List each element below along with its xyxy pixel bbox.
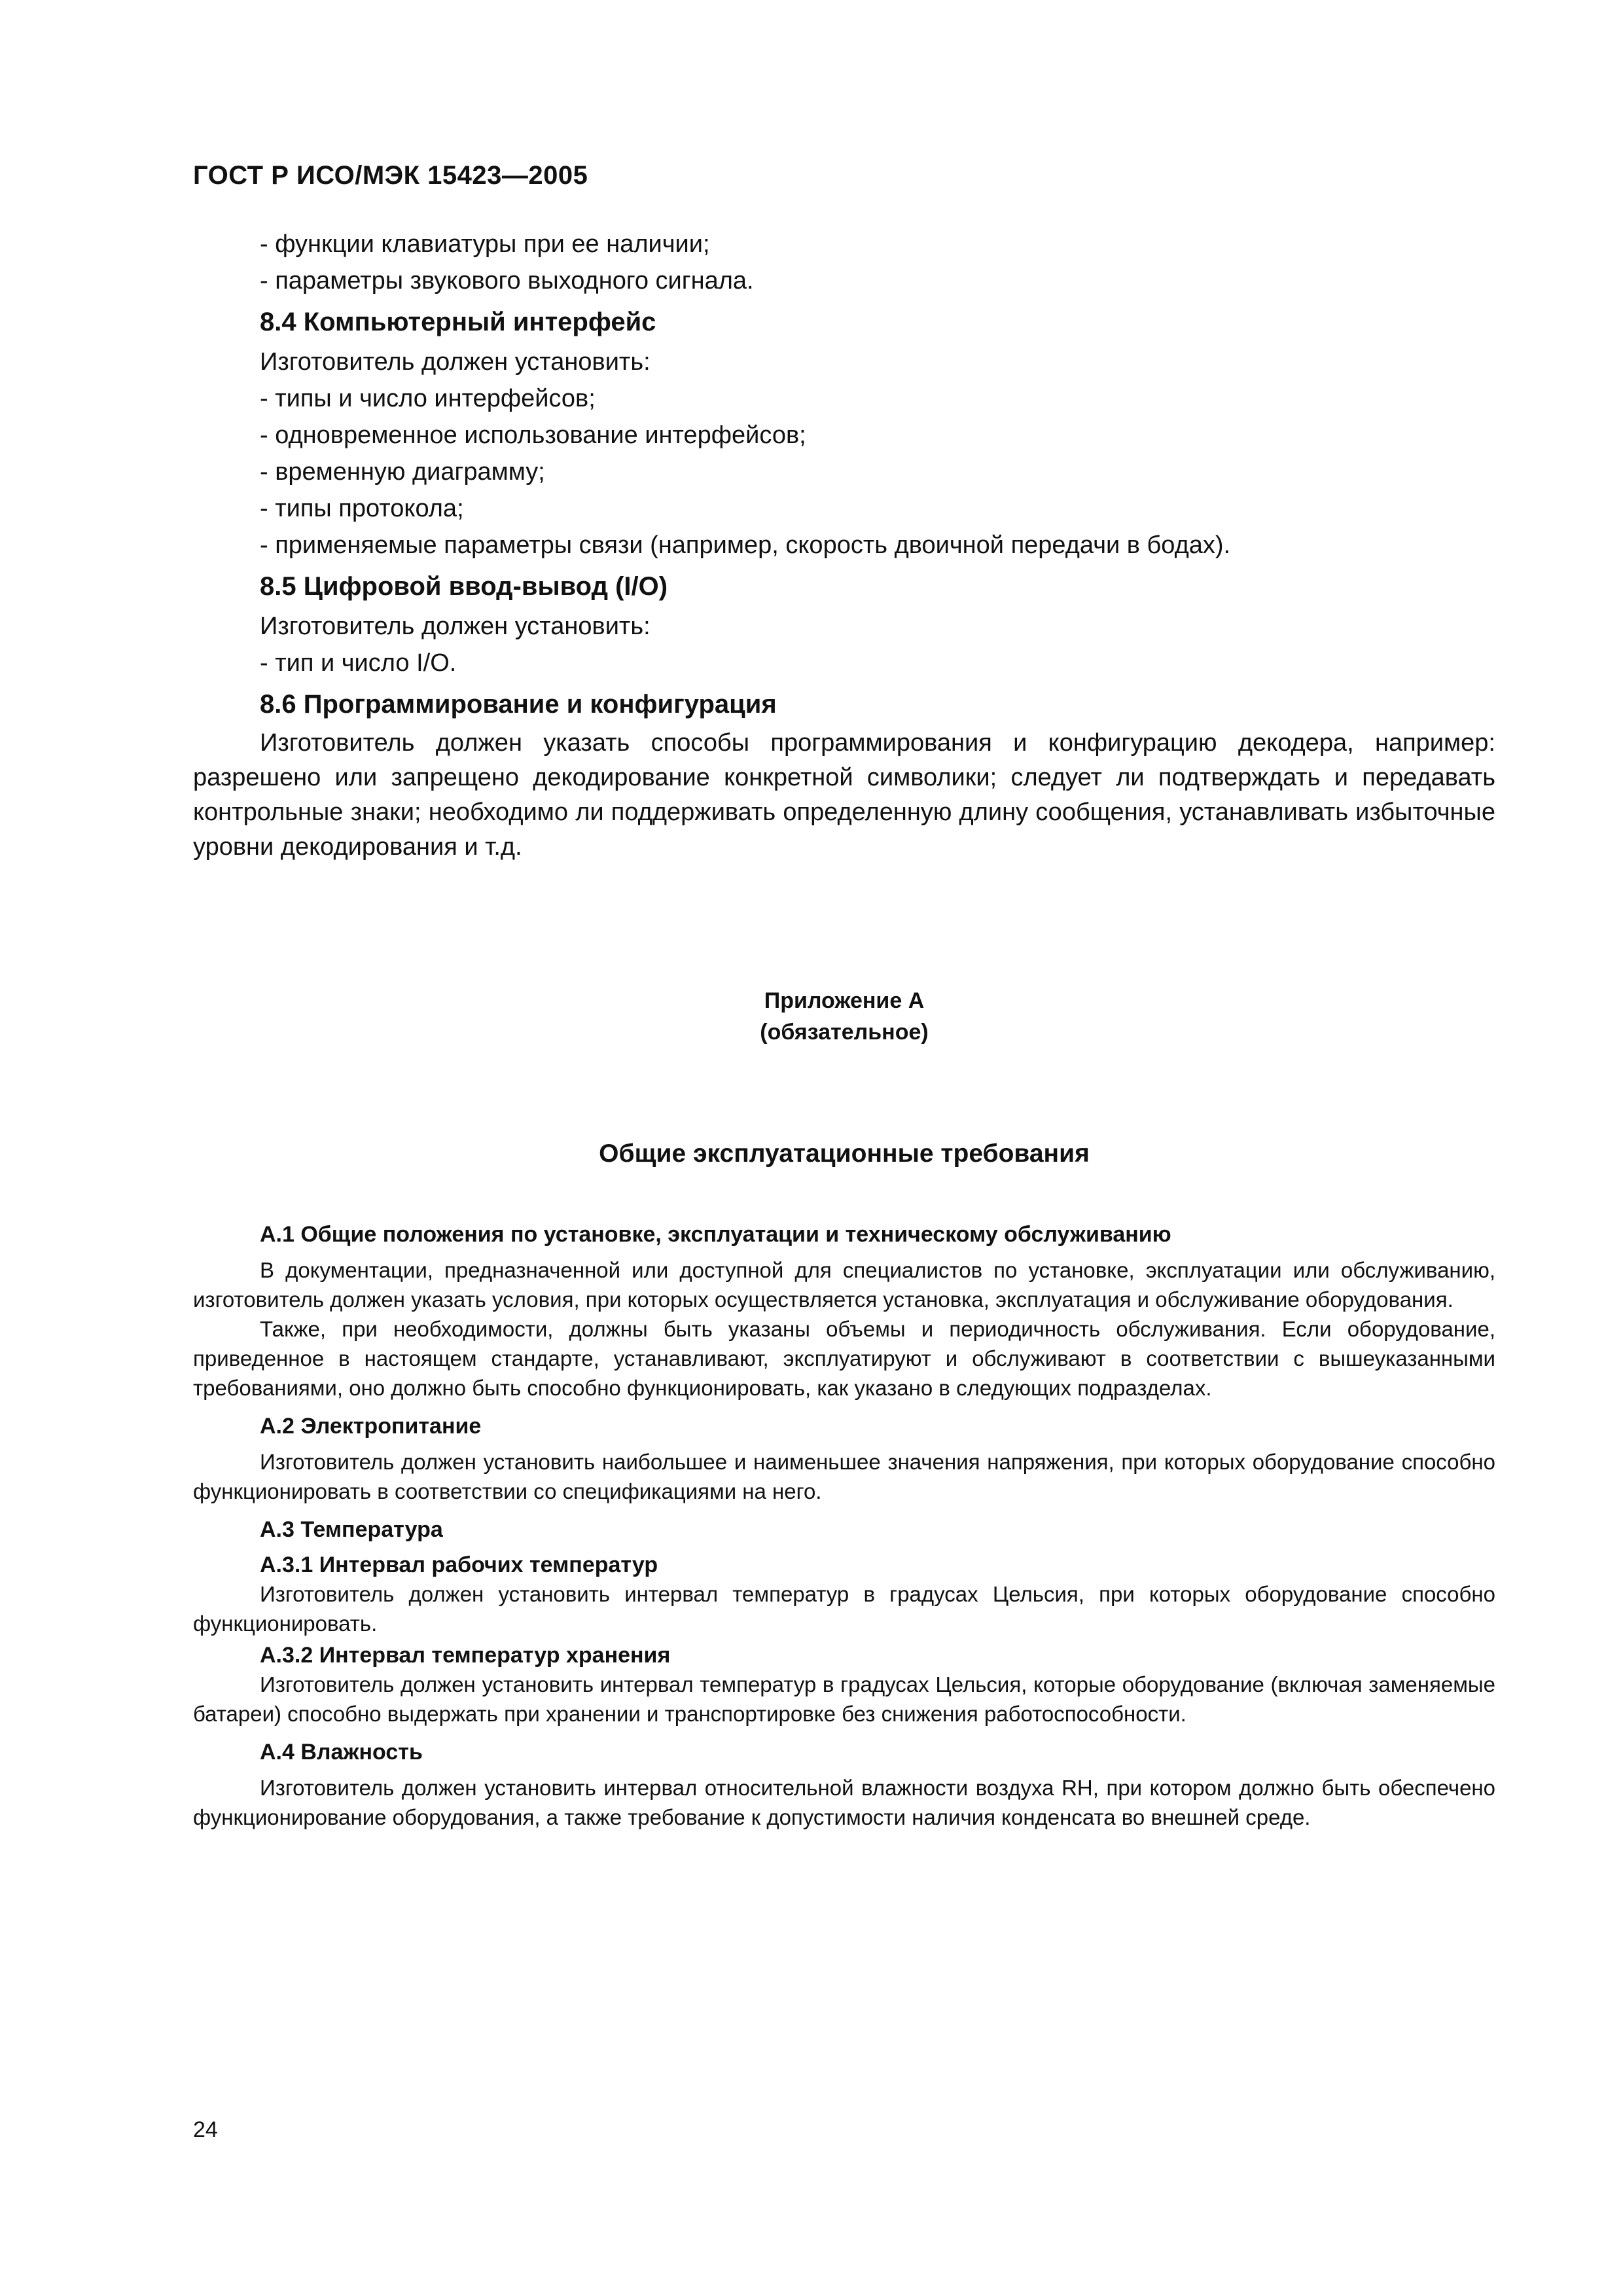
list-item: - временную диаграмму;	[260, 458, 545, 486]
section-8-4-heading: 8.4 Компьютерный интерфейс	[260, 308, 656, 336]
list-item: Изготовитель должен установить:	[260, 348, 651, 376]
section-a1-heading: А.1 Общие положения по установке, эксплуатации и техническому обслуживанию	[260, 1222, 1171, 1247]
list-item: - параметры звукового выходного сигнала.	[260, 267, 754, 295]
section-8-6-text: Изготовитель должен указать способы программирования и конфигурацию декодера, например: разрешено или запрещено декодирование конкретной символики; следует ли подтверждать и передавать контрольные знаки; необходимо ли поддерживать определенную длину сообщения, устанавливать избыточные уровни декодирования и т.д.	[193, 729, 1495, 861]
upper-section	[193, 226, 1495, 865]
section-a3-2-text: Изготовитель должен установить интервал температур в градусах Цельсия, которые оборудование (включая заменяемые батареи) способно выдержать при хранении и транспортировке без снижения работоспособности.	[193, 1672, 1495, 1726]
standard-header: ГОСТ Р ИСО/МЭК 15423—2005	[193, 161, 588, 190]
list-item: - одновременное использование интерфейсов;	[260, 422, 806, 449]
section-a3-1-heading: А.3.1 Интервал рабочих температур	[260, 1552, 658, 1577]
page-number: 24	[193, 2117, 218, 2142]
section-a2-heading: А.2 Электропитание	[260, 1414, 482, 1439]
section-a1-paragraph: В документации, предназначенной или доступной для специалистов по установке, эксплуатации или обслуживанию, изготовитель должен указать условия, при которых осуществляется установка, эксплуатация и обслуживание оборудования.	[193, 1258, 1495, 1312]
section-a4-heading: А.4 Влажность	[260, 1740, 423, 1765]
section-8-5-heading: 8.5 Цифровой ввод-вывод (I/O)	[260, 572, 668, 601]
section-a2-text: Изготовитель должен установить наибольшее и наименьшее значения напряжения, при которых оборудование способно функционировать в соответствии со спецификациями на него.	[193, 1450, 1495, 1503]
section-a3-1-text: Изготовитель должен установить интервал температур в градусах Цельсия, при которых оборудование способно функционировать.	[193, 1582, 1495, 1636]
list-item: Изготовитель должен установить:	[260, 613, 651, 640]
annex-status: (обязательное)	[760, 1020, 929, 1045]
list-item: - тип и число I/O.	[260, 649, 457, 677]
annex-title: Общие эксплуатационные требования	[599, 1139, 1090, 1168]
section-8-6-heading: 8.6 Программирование и конфигурация	[260, 690, 777, 719]
section-a4-text: Изготовитель должен установить интервал относительной влажности воздуха RH, при котором должно быть обеспечено функционирование оборудования, а также требование к допустимости наличия конденсата во внешней среде.	[193, 1776, 1495, 1829]
section-a1-paragraph: Также, при необходимости, должны быть указаны объемы и периодичность обслуживания. Если оборудование, приведенное в настоящем стандарте, устанавливают, эксплуатируют и обслуживают в соответствии с вышеуказанными требованиями, оно должно быть способно функционировать, как указано в следующих подразделах.	[193, 1317, 1495, 1400]
list-item: - типы протокола;	[260, 495, 464, 522]
annex-label: Приложение А	[764, 988, 925, 1013]
list-item: - типы и число интерфейсов;	[260, 385, 596, 412]
annex-header	[193, 985, 1495, 1048]
list-item: - применяемые параметры связи (например, скорость двоичной передачи в бодах).	[260, 531, 1231, 559]
list-item: - функции клавиатуры при ее наличии;	[260, 230, 710, 258]
annex-body	[193, 1219, 1495, 1832]
section-a3-heading: А.3 Температура	[260, 1517, 443, 1542]
section-a3-2-heading: А.3.2 Интервал температур хранения	[260, 1643, 671, 1668]
